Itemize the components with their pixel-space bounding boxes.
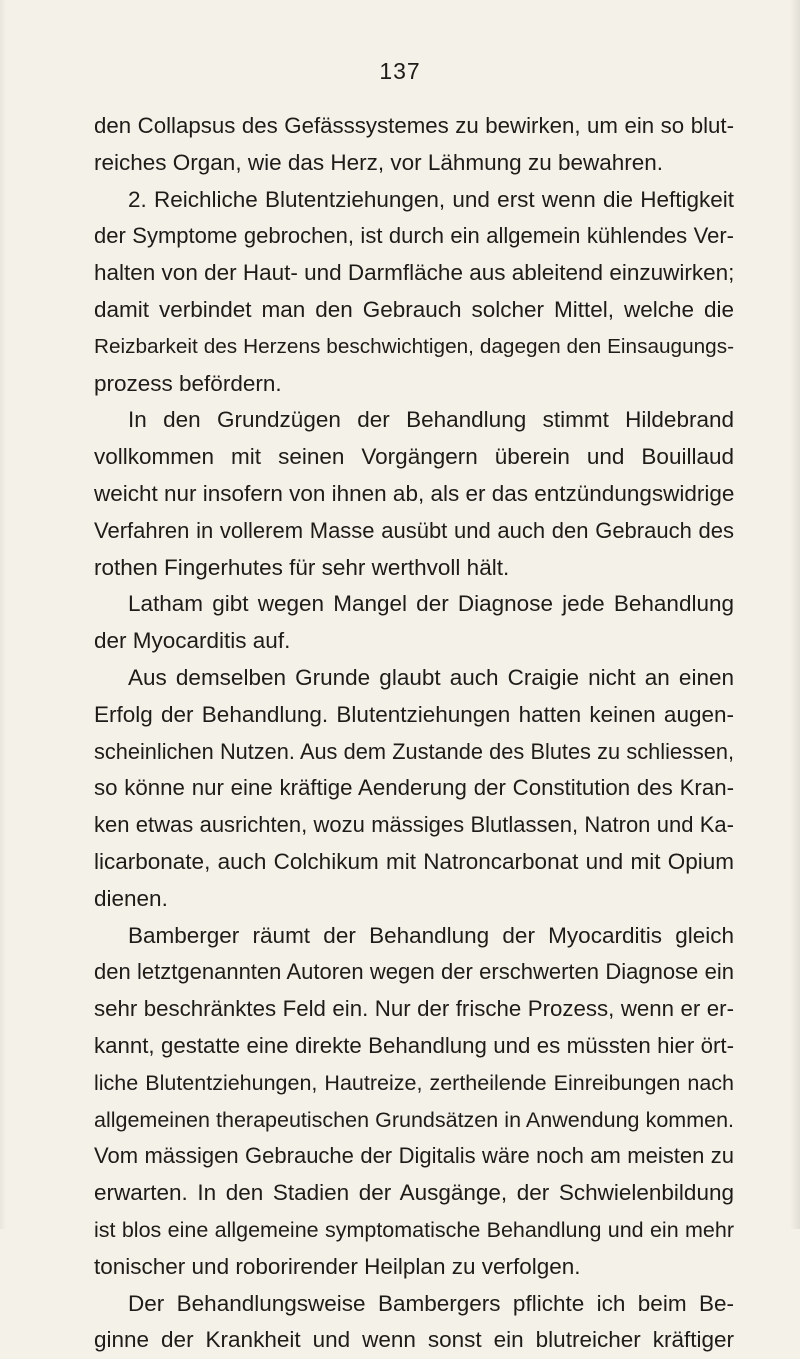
text-line: Latham gibt wegen Mangel der Diagnose jede Behandlung: [128, 591, 734, 617]
text-line: Der Behandlungsweise Bambergers pflichte ich beim Be-: [128, 1290, 734, 1316]
text-line: damit verbindet man den Gebrauch solcher Mittel, welche die: [94, 296, 734, 322]
text-line: ist blos eine allgemeine symptomatische Behandlung und ein mehr: [94, 1217, 734, 1242]
text-line: allgemeinen therapeutischen Grundsätzen in Anwendung kommen.: [94, 1107, 734, 1132]
text-line: so könne nur eine kräftige Aenderung der Constitution des Kran-: [94, 775, 734, 801]
text-line: 2. Reichliche Blutentziehungen, und erst wenn die Heftigkeit: [128, 186, 734, 212]
body-text: [94, 108, 734, 1359]
text-line: halten von der Haut- und Darmfläche aus ableitend einzuwirken;: [94, 260, 735, 286]
text-line: liche Blutentziehungen, Hautreize, zertheilende Einreibungen nach: [94, 1070, 734, 1095]
text-line: vollkommen mit seinen Vorgängern überein und Bouillaud: [94, 444, 734, 470]
text-line: rothen Fingerhutes für sehr werthvoll hält.: [94, 554, 510, 580]
text-line: Aus demselben Grunde glaubt auch Craigie nicht an einen: [128, 664, 734, 690]
text-line: kannt, gestatte eine direkte Behandlung und es müssten hier ört-: [94, 1032, 734, 1058]
text-line: Erfolg der Behandlung. Blutentziehungen hatten keinen augen-: [94, 701, 734, 727]
text-line: Vom mässigen Gebrauche der Digitalis wäre noch am meisten zu: [94, 1143, 734, 1169]
text-line: Verfahren in vollerem Masse ausübt und auch den Gebrauch des: [94, 517, 734, 543]
text-line: licarbonate, auch Colchikum mit Natroncarbonat und mit Opium: [94, 848, 734, 874]
text-line: ken etwas ausrichten, wozu mässiges Blutlassen, Natron und Ka-: [94, 812, 734, 838]
page-gutter-shadow: [790, 0, 800, 1229]
text-line: In den Grundzügen der Behandlung stimmt Hildebrand: [128, 407, 734, 433]
page-number: 137: [379, 58, 421, 84]
text-line: tonischer und roborirender Heilplan zu verfolgen.: [94, 1253, 581, 1279]
text-line: sehr beschränktes Feld ein. Nur der frische Prozess, wenn er er-: [94, 996, 734, 1022]
text-line: den letztgenannten Autoren wegen der erschwerten Diagnose ein: [94, 959, 734, 985]
text-line: scheinlichen Nutzen. Aus dem Zustande des Blutes zu schliessen,: [94, 738, 734, 764]
text-line: Reizbarkeit des Herzens beschwichtigen, dagegen den Einsaugungs-: [94, 334, 734, 358]
text-line: ginne der Krankheit und wenn sonst ein blutreicher kräftiger: [94, 1327, 734, 1353]
text-line: reiches Organ, wie das Herz, vor Lähmung zu bewahren.: [94, 149, 664, 175]
text-line: den Collapsus des Gefässsystemes zu bewirken, um ein so blut-: [94, 113, 734, 138]
text-line: erwarten. In den Stadien der Ausgänge, der Schwielenbildung: [94, 1180, 734, 1206]
text-line: prozess befördern.: [94, 370, 282, 396]
text-line: Bamberger räumt der Behandlung der Myocarditis gleich: [128, 922, 734, 948]
text-line: dienen.: [94, 885, 168, 911]
page-edge-shadow: [0, 0, 6, 1229]
text-line: weicht nur insofern von ihnen ab, als er das entzündungswidrige: [94, 480, 735, 506]
text-line: der Myocarditis auf.: [94, 628, 291, 654]
text-line: der Symptome gebrochen, ist durch ein allgemein kühlendes Ver-: [94, 223, 734, 249]
